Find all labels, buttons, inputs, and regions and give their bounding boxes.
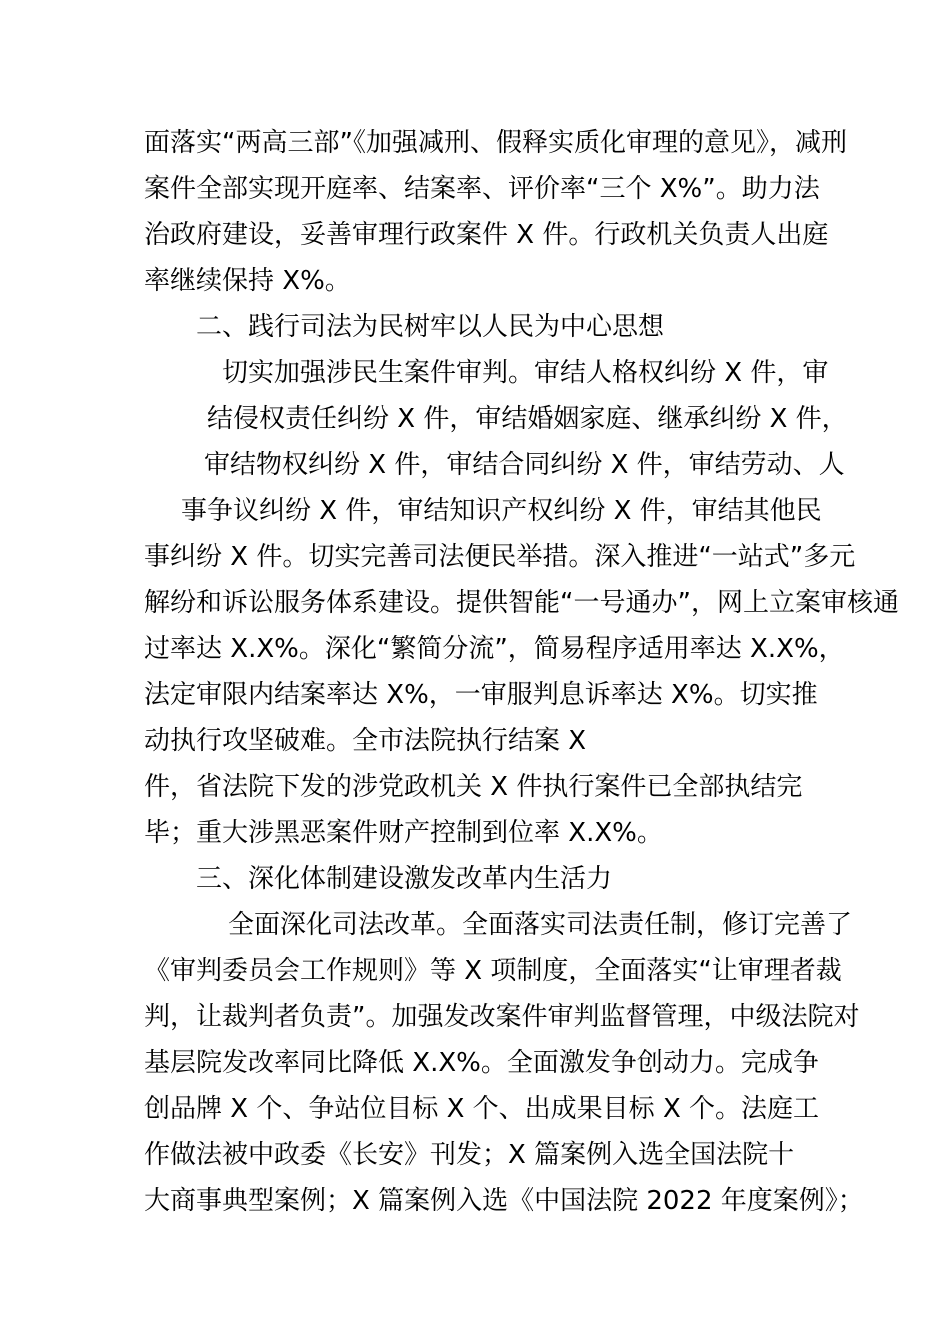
text-line: 面落实“两高三部”《加强减刑、假释实质化审理的意见》，减刑 xyxy=(144,128,847,158)
text-line: 基层院发改率同比降低 X.X%。全面激发争创动力。完成争 xyxy=(144,1048,819,1078)
section-heading: 二、践行司法为民树牢以人民为中心思想 xyxy=(196,312,665,342)
text-line: 事争议纠纷 X 件，审结知识产权纠纷 X 件，审结其他民 xyxy=(181,496,822,526)
text-line: 过率达 X.X%。深化“繁简分流”，简易程序适用率达 X.X%， xyxy=(144,634,845,664)
section-heading: 三、深化体制建设激发改革内生活力 xyxy=(196,864,613,894)
text-line: 创品牌 X 个、争站位目标 X 个、出成果目标 X 个。法庭工 xyxy=(144,1094,820,1124)
text-line: 结侵权责任纠纷 X 件，审结婚姻家庭、继承纠纷 X 件， xyxy=(207,404,848,434)
text-line: 全面深化司法改革。全面落实司法责任制，修订完善了 xyxy=(228,910,853,940)
text-line: 切实加强涉民生案件审判。审结人格权纠纷 X 件，审 xyxy=(222,358,829,388)
text-line: 作做法被中政委《长安》刊发；X 篇案例入选全国法院十 xyxy=(144,1140,795,1170)
text-line: 审结物权纠纷 X 件，审结合同纠纷 X 件，审结劳动、人 xyxy=(204,450,845,480)
text-line: 大商事典型案例；X 篇案例入选《中国法院 2022 年度案例》； xyxy=(144,1186,864,1216)
text-line: 事纠纷 X 件。切实完善司法便民举措。深入推进“一站式”多元 xyxy=(144,542,856,572)
text-line: 判，让裁判者负责”。加强发改案件审判监督管理，中级法院对 xyxy=(144,1002,860,1032)
text-line: 《审判委员会工作规则》等 X 项制度，全面落实“让审理者裁 xyxy=(144,956,842,986)
text-line: 毕；重大涉黑恶案件财产控制到位率 X.X%。 xyxy=(144,818,663,848)
text-line: 法定审限内结案率达 X%，一审服判息诉率达 X%。切实推 xyxy=(144,680,818,710)
text-line: 案件全部实现开庭率、结案率、评价率“三个 X%”。助力法 xyxy=(144,174,820,204)
text-line: 率继续保持 X%。 xyxy=(144,266,351,296)
text-line: 件，省法院下发的涉党政机关 X 件执行案件已全部执结完 xyxy=(144,772,803,802)
text-line: 动执行攻坚破难。全市法院执行结案 X xyxy=(144,726,587,756)
text-line: 解纷和诉讼服务体系建设。提供智能“一号通办”，网上立案审核通 xyxy=(144,588,899,618)
text-line: 治政府建设，妥善审理行政案件 X 件。行政机关负责人出庭 xyxy=(144,220,829,250)
